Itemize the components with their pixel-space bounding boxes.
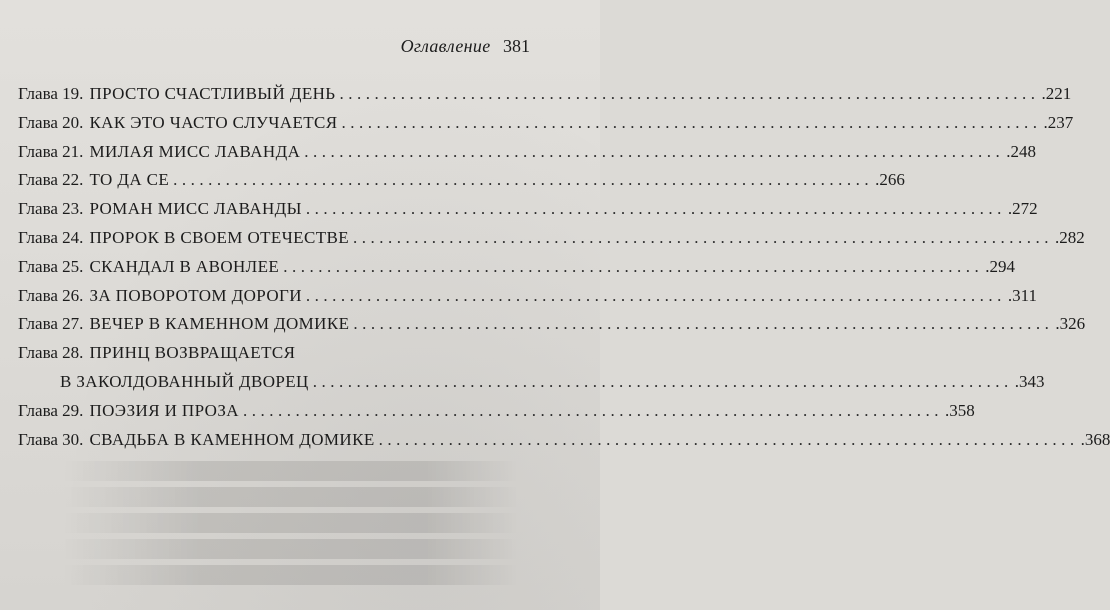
- dot-leader: ................................................................................: [353, 227, 1053, 247]
- dot-leader: ................................................................................: [339, 84, 1040, 103]
- chapter-title: ПРОРОК В СВОЕМ ОТЕЧЕСТВЕ: [89, 227, 349, 247]
- chapter-title: ЗА ПОВОРОТОМ ДОРОГИ: [89, 285, 302, 305]
- chapter-title: СКАНДАЛ В АВОНЛЕЕ: [89, 256, 280, 276]
- chapter-page: .248: [1006, 141, 1036, 161]
- chapter-number: Глава 20.: [18, 112, 84, 132]
- dot-leader: ................................................................................: [353, 314, 1054, 334]
- toc-entry: [18, 195, 1038, 224]
- chapter-title: КАК ЭТО ЧАСТО СЛУЧАЕТСЯ: [89, 112, 338, 132]
- chapter-page: .237: [1043, 112, 1074, 132]
- dot-leader: ................................................................................: [305, 285, 1006, 305]
- chapter-title-continued: В ЗАКОЛДОВАННЫЙ ДВОРЕЦ: [60, 371, 309, 391]
- chapter-page: .266: [875, 170, 905, 190]
- toc-entry: [18, 253, 1015, 282]
- dot-leader: ................................................................................: [341, 112, 1042, 132]
- dot-leader: ................................................................................: [378, 429, 1079, 449]
- chapter-title: ПОЭЗИЯ И ПРОЗА: [89, 400, 239, 420]
- chapter-number: Глава 25.: [18, 256, 84, 276]
- dot-leader: ................................................................................: [304, 141, 1005, 161]
- toc-entry: [18, 426, 1110, 455]
- chapter-page: .358: [944, 400, 975, 420]
- chapter-number: Глава 24.: [18, 227, 84, 247]
- chapter-number: Глава 28.: [18, 343, 84, 363]
- toc-entry: [18, 80, 1072, 109]
- chapter-number: Глава 30.: [18, 429, 84, 449]
- chapter-page: .368: [1080, 429, 1110, 449]
- dot-leader: ................................................................................: [283, 256, 984, 276]
- chapter-number: Глава 19.: [18, 84, 84, 103]
- chapter-number: Глава 22.: [18, 170, 84, 190]
- chapter-title: ТО ДА СЕ: [89, 170, 170, 190]
- chapter-title: РОМАН МИСС ЛАВАНДЫ: [89, 199, 302, 219]
- chapter-page: .221: [1041, 84, 1072, 103]
- page-number: 381: [503, 36, 530, 56]
- chapter-page: .326: [1055, 314, 1086, 334]
- chapter-number: Глава 26.: [18, 285, 84, 305]
- dot-leader: ................................................................................: [305, 199, 1006, 219]
- show-through-texture: [60, 455, 520, 595]
- running-head-title: Оглавление: [400, 36, 491, 56]
- chapter-page: .311: [1007, 285, 1038, 305]
- chapter-number: Глава 21.: [18, 141, 84, 161]
- chapter-number: Глава 27.: [18, 314, 84, 334]
- chapter-page: .282: [1055, 227, 1085, 247]
- toc-entry: [18, 138, 1036, 167]
- chapter-page: .343: [1014, 371, 1045, 391]
- dot-leader: ................................................................................: [312, 371, 1013, 391]
- dot-leader: ................................................................................: [173, 170, 874, 190]
- toc-entry: [18, 224, 1085, 253]
- chapter-number: Глава 29.: [18, 400, 84, 420]
- toc-entry: [18, 310, 1086, 339]
- running-head: [401, 36, 530, 57]
- chapter-page: .272: [1007, 199, 1038, 219]
- toc-entry: [18, 109, 1074, 138]
- table-of-contents: [18, 80, 1110, 454]
- toc-entry: [18, 282, 1038, 311]
- chapter-title: МИЛАЯ МИСС ЛАВАНДА: [89, 141, 301, 161]
- chapter-page: .294: [985, 256, 1015, 276]
- dot-leader: ................................................................................: [242, 400, 943, 420]
- chapter-title: ПРОСТО СЧАСТЛИВЫЙ ДЕНЬ: [89, 84, 336, 103]
- toc-entry: [18, 339, 1045, 397]
- chapter-title: ПРИНЦ ВОЗВРАЩАЕТСЯ: [89, 343, 296, 363]
- toc-entry: [18, 397, 975, 426]
- chapter-title: СВАДЬБА В КАМЕННОМ ДОМИКЕ: [89, 429, 375, 449]
- chapter-number: Глава 23.: [18, 199, 84, 219]
- chapter-title: ВЕЧЕР В КАМЕННОМ ДОМИКЕ: [89, 314, 350, 334]
- toc-entry: [18, 166, 905, 195]
